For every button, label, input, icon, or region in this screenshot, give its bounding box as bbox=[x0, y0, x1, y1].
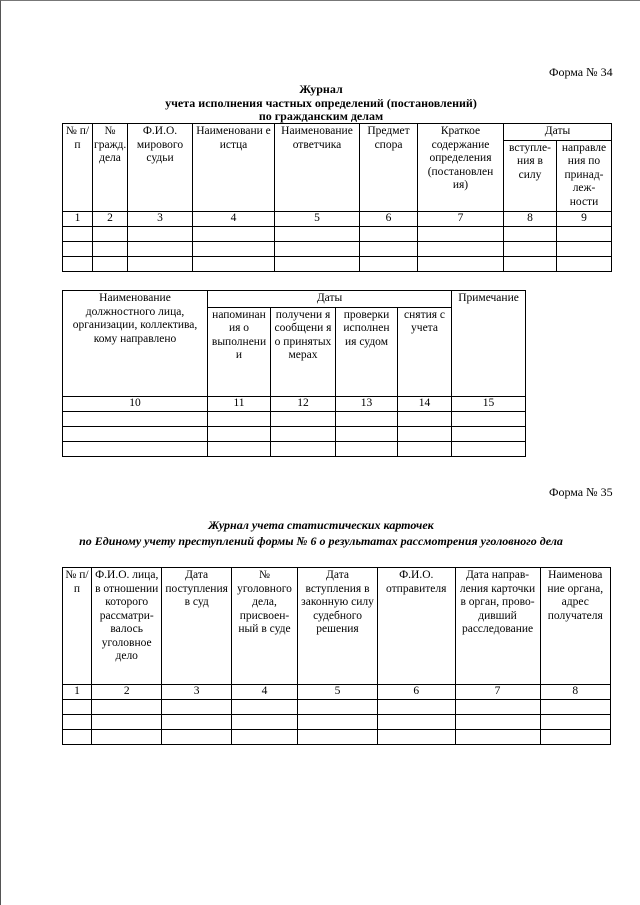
header-summary: Краткое содержание определения (постановлен ия) bbox=[418, 124, 504, 212]
table-row bbox=[63, 411, 526, 426]
form-34-title-line2: учета исполнения частных определений (постановлений) bbox=[165, 96, 477, 110]
header-date-sent: направле ния по принад- леж- ности bbox=[557, 140, 612, 211]
header-recipient-organ: Наименова ние органа, адрес получателя bbox=[540, 568, 610, 685]
column-number: 10 bbox=[63, 396, 208, 411]
header-date-effective: Дата вступления в законную силу судебного решения bbox=[298, 568, 378, 685]
form-34-table-2 bbox=[62, 290, 526, 457]
table-row bbox=[63, 715, 611, 730]
column-number: 2 bbox=[93, 211, 128, 226]
table-row bbox=[63, 241, 612, 256]
header-recipient: Наименование должностного лица, организации, коллектива, кому направлено bbox=[63, 291, 208, 397]
column-number: 9 bbox=[557, 211, 612, 226]
header-case-number: № гражд. дела bbox=[93, 124, 128, 212]
table-row bbox=[63, 426, 526, 441]
column-number: 5 bbox=[275, 211, 360, 226]
column-number: 1 bbox=[63, 211, 93, 226]
header-date-reminder: напоминан ия о выполнени и bbox=[208, 307, 271, 396]
header-case-number: № уголовного дела, присвоен- ный в суде bbox=[231, 568, 297, 685]
column-number: 7 bbox=[418, 211, 504, 226]
column-number: 4 bbox=[231, 685, 297, 700]
column-number: 4 bbox=[193, 211, 275, 226]
header-date-removed: снятия с учета bbox=[398, 307, 452, 396]
header-note: Примечание bbox=[452, 291, 526, 397]
form-34-label: Форма № 34 bbox=[549, 65, 613, 79]
column-number: 13 bbox=[336, 396, 398, 411]
header-date-received: получени я сообщени я о принятых мерах bbox=[271, 307, 336, 396]
column-number: 2 bbox=[92, 685, 162, 700]
column-number: 8 bbox=[540, 685, 610, 700]
header-date-effective: вступле- ния в силу bbox=[504, 140, 557, 211]
column-number: 15 bbox=[452, 396, 526, 411]
form-34-title-line1: Журнал bbox=[299, 82, 343, 96]
form-34-table-1 bbox=[62, 123, 612, 272]
table-row bbox=[63, 226, 612, 241]
table-row bbox=[63, 700, 611, 715]
form-35-title-line2: по Единому учету преступлений формы № 6 о результатах рассмотрения уголовного дела bbox=[79, 534, 563, 548]
table-row bbox=[63, 441, 526, 456]
form-35-table bbox=[62, 567, 611, 745]
header-dates-group: Даты bbox=[504, 124, 612, 141]
form-34-title-line3: по гражданским делам bbox=[258, 109, 384, 123]
column-number: 8 bbox=[504, 211, 557, 226]
header-sender-name: Ф.И.О. отправителя bbox=[377, 568, 455, 685]
header-defendant: Наименование ответчика bbox=[275, 124, 360, 212]
column-number: 14 bbox=[398, 396, 452, 411]
table-row bbox=[63, 256, 612, 271]
column-number: 5 bbox=[298, 685, 378, 700]
form-35-label: Форма № 35 bbox=[549, 485, 613, 499]
column-number: 11 bbox=[208, 396, 271, 411]
header-number: № п/п bbox=[63, 124, 93, 212]
header-date-sent: Дата направ- ления карточки в орган, прово- дивший расследование bbox=[455, 568, 540, 685]
column-number: 3 bbox=[128, 211, 193, 226]
header-dates-group: Даты bbox=[208, 291, 452, 308]
header-date-checked: проверки исполнен ия судом bbox=[336, 307, 398, 396]
header-person-name: Ф.И.О. лица, в отношении которого рассматри- валось уголовное дело bbox=[92, 568, 162, 685]
column-number: 3 bbox=[162, 685, 231, 700]
header-number: № п/п bbox=[63, 568, 92, 685]
column-number: 6 bbox=[360, 211, 418, 226]
table-row bbox=[63, 730, 611, 745]
form-35-title-line1: Журнал учета статистических карточек bbox=[208, 518, 434, 532]
header-judge-name: Ф.И.О. мирового судьи bbox=[128, 124, 193, 212]
column-number: 7 bbox=[455, 685, 540, 700]
header-date-received: Дата поступления в суд bbox=[162, 568, 231, 685]
header-plaintiff: Наименовани е истца bbox=[193, 124, 275, 212]
column-number: 1 bbox=[63, 685, 92, 700]
column-number: 12 bbox=[271, 396, 336, 411]
column-number: 6 bbox=[377, 685, 455, 700]
header-dispute-subject: Предмет спора bbox=[360, 124, 418, 212]
